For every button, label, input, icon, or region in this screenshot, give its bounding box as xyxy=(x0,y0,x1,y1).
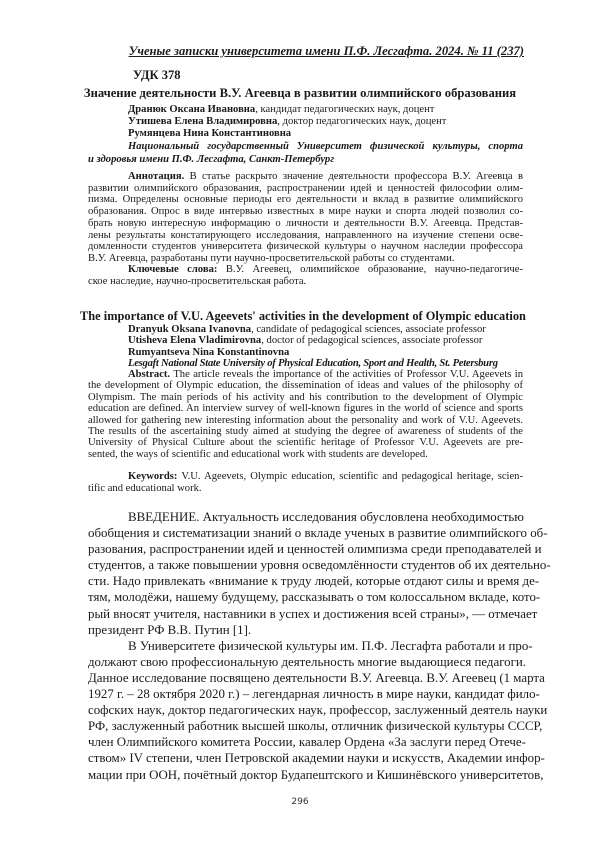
author-credentials: , кандидат педагогических наук, доцент xyxy=(255,104,434,115)
line-text: софских наук, доктор педагогических наук, профессор, заслуженный деятель науки xyxy=(88,703,547,717)
line-text: студентов, а также повышении уровня осведомлённости студентов об их деятельно- xyxy=(88,558,551,572)
text-line xyxy=(88,403,523,414)
section-label: Ключевые слова: xyxy=(128,264,217,275)
text-line xyxy=(88,206,523,218)
text-line xyxy=(88,654,523,670)
author-line xyxy=(88,104,523,116)
text-line xyxy=(88,392,523,403)
text-line xyxy=(88,750,523,766)
line-text: и здоровья имени П.Ф. Лесгафта, Санкт-Петербург xyxy=(88,154,334,165)
line-text: сти. Надо привлекать «внимание к труду людей, которые отдают силы и время де- xyxy=(88,574,539,588)
en-affiliation xyxy=(88,358,523,370)
line-text: РФ, заслуженный работник высшей школы, отличник физической культуры СССР, xyxy=(88,719,542,733)
author-line xyxy=(88,347,523,358)
line-text: рый вносят учителя, наставники в успех и достижения всей страны», — отмечает xyxy=(88,607,537,621)
text-line xyxy=(88,380,523,391)
text-line xyxy=(88,767,523,783)
text-line xyxy=(88,589,523,605)
line-text: брать новую интересную информацию о личности и деятельности В.У. Агеевца. Представ- xyxy=(88,218,523,229)
en-authors xyxy=(88,324,523,358)
text-line xyxy=(88,415,523,426)
ru-authors xyxy=(88,104,523,141)
text-line xyxy=(88,541,523,557)
text-line xyxy=(88,525,523,541)
author-line xyxy=(88,116,523,128)
line-text: education are defined. An interview survey of well-known figures in the world of science and sports xyxy=(88,403,523,414)
text-line xyxy=(88,557,523,573)
line-text: ВВЕДЕНИЕ. Актуальность исследования обусловлена необходимостью xyxy=(128,510,524,524)
line-text: V.U. Ageevets, Olympic education, scientific and pedagogical heritage, scien- xyxy=(177,471,523,482)
text-line xyxy=(88,702,523,718)
text-line xyxy=(88,218,523,230)
text-line xyxy=(88,573,523,589)
line-text: мации при ООН, почётный доктор Будапештского и Кишинёвского университетов, xyxy=(88,768,543,782)
author-name: Утишева Елена Владимировна xyxy=(128,116,277,127)
text-line xyxy=(88,276,523,288)
line-text: The article reveals the importance of the activities of Professor V.U. Ageevets in xyxy=(170,369,523,380)
line-text: образования. Опрос в виде интервью известных в мире науки и спорта людей позволил со- xyxy=(88,206,523,217)
line-text: the development of Olympic education, the dissemination of ideas and values of the philosophy of xyxy=(88,380,523,391)
author-name: Dranyuk Oksana Ivanovna xyxy=(128,324,251,335)
line-text: В.У. Агеевца, разработаны пути научно-просветительской работы со студентами. xyxy=(88,253,454,264)
author-credentials: , доктор педагогических наук, доцент xyxy=(277,116,446,127)
line-text: Национальный государственный Университет физической культуры, спорта xyxy=(128,141,523,152)
line-text: домленности студентов университета физической культуры о научном наследии профессора xyxy=(88,241,523,252)
line-text: тям, молодёжи, нашему будущему, рассказывать о том колоссальном вкладе, кото- xyxy=(88,590,540,604)
line-text: разования, распространении идей и ценностей олимпизма среди преподавателей и xyxy=(88,542,542,556)
text-line xyxy=(88,638,523,654)
text-line xyxy=(88,471,523,483)
line-text: обобщения и систематизации знаний о вкладе ученых в развитие олимпийского об- xyxy=(88,526,548,540)
line-text: sented, the ways of scientific and educational work with students are developed. xyxy=(88,449,428,460)
en-article-title: The importance of V.U. Ageevets' activities in the development of Olympic education xyxy=(80,309,520,324)
text-line xyxy=(88,437,523,448)
line-text: В Университете физической культуры им. П.Ф. Лесгафта работали и про- xyxy=(128,639,533,653)
text-line xyxy=(88,154,523,167)
ru-abstract xyxy=(88,171,523,265)
text-line xyxy=(88,606,523,622)
line-text: University of Physical Culture about the scientific heritage of Professor V.U. Ageevets are pre- xyxy=(88,437,523,448)
line-text: лены результаты констатирующего исследования, направленного на изучение степени осве- xyxy=(88,230,523,241)
text-line xyxy=(88,686,523,702)
ru-keywords xyxy=(88,264,523,287)
journal-header: Ученые записки университета имени П.Ф. Лесгафта. 2024. № 11 (237) xyxy=(129,44,524,59)
body-text xyxy=(88,509,523,783)
line-text: ством» IV степени, член Петровской академии науки и искусств, Академии инфор- xyxy=(88,751,545,765)
ru-affiliation xyxy=(88,141,523,166)
text-line xyxy=(88,483,523,495)
author-name: Utisheva Elena Vladimirovna xyxy=(128,335,261,346)
line-text: Lesgaft National State University of Physical Education, Sport and Health, St. Petersburg xyxy=(128,358,498,369)
author-line xyxy=(88,128,523,140)
text-line xyxy=(88,230,523,242)
line-text: В статье раскрыто значение деятельности профессора В.У. Агеевца в xyxy=(184,171,523,182)
author-credentials: , doctor of pedagogical sciences, associate professor xyxy=(261,335,482,346)
text-line xyxy=(88,183,523,195)
text-line xyxy=(88,449,523,460)
line-text: Данное исследование посвящено деятельности В.У. Агеевца. В.У. Агеевец (1 марта xyxy=(88,671,545,685)
line-text: В.У. Агеевец, олимпийское образование, научно-педагогиче- xyxy=(217,264,523,275)
line-text: пизма. Определены основные периоды его деятельности и вклад в развитие олимпийского xyxy=(88,194,523,205)
text-line xyxy=(88,194,523,206)
text-line xyxy=(88,509,523,525)
line-text: tific and educational work. xyxy=(88,483,202,494)
section-label: Abstract. xyxy=(128,369,170,380)
text-line xyxy=(88,369,523,380)
text-line xyxy=(88,718,523,734)
line-text: развитии олимпийского образования, распространении идей и ценностей философии олим- xyxy=(88,183,523,194)
text-line xyxy=(88,622,523,638)
text-line xyxy=(88,734,523,750)
en-keywords xyxy=(88,471,523,494)
en-abstract xyxy=(88,369,523,460)
line-text: должают свою профессиональную деятельность многие выдающиеся педагоги. xyxy=(88,655,526,669)
line-text: член Олимпийского комитета России, кавалер Ордена «За заслуги перед Отече- xyxy=(88,735,526,749)
author-name: Дранюк Оксана Ивановна xyxy=(128,104,255,115)
section-label: Keywords: xyxy=(128,471,177,482)
line-text: 1927 г. – 28 октября 2020 г.) – легендарная личность в мире науки, кандидат фило- xyxy=(88,687,540,701)
text-line xyxy=(88,426,523,437)
text-line xyxy=(88,358,523,370)
author-credentials: , candidate of pedagogical sciences, associate professor xyxy=(251,324,486,335)
section-label: Аннотация. xyxy=(128,171,184,182)
text-line xyxy=(88,264,523,276)
author-line xyxy=(88,324,523,335)
author-name: Rumyantseva Nina Konstantinovna xyxy=(128,347,289,358)
text-line xyxy=(88,253,523,265)
ru-article-title: Значение деятельности В.У. Агеевца в развитии олимпийского образования xyxy=(80,86,520,101)
line-text: ское наследие, научно-просветительская работа. xyxy=(88,276,306,287)
line-text: президент РФ В.В. Путин [1]. xyxy=(88,623,251,637)
text-line xyxy=(88,241,523,253)
udk-code: УДК 378 xyxy=(133,68,180,83)
line-text: The results of the ascertaining study aimed at studying the degree of awareness of students of the xyxy=(88,426,523,437)
author-name: Румянцева Нина Константиновна xyxy=(128,128,291,139)
text-line xyxy=(88,171,523,183)
author-line xyxy=(88,335,523,346)
text-line xyxy=(88,670,523,686)
page-number: 296 xyxy=(0,797,600,807)
line-text: Olympism. The main periods of his activity and his contribution to the development of Olympic xyxy=(88,392,523,403)
line-text: allowed for gathering new interesting information about the personality and work of V.U. Ageevets. xyxy=(88,415,523,426)
text-line xyxy=(88,141,523,154)
